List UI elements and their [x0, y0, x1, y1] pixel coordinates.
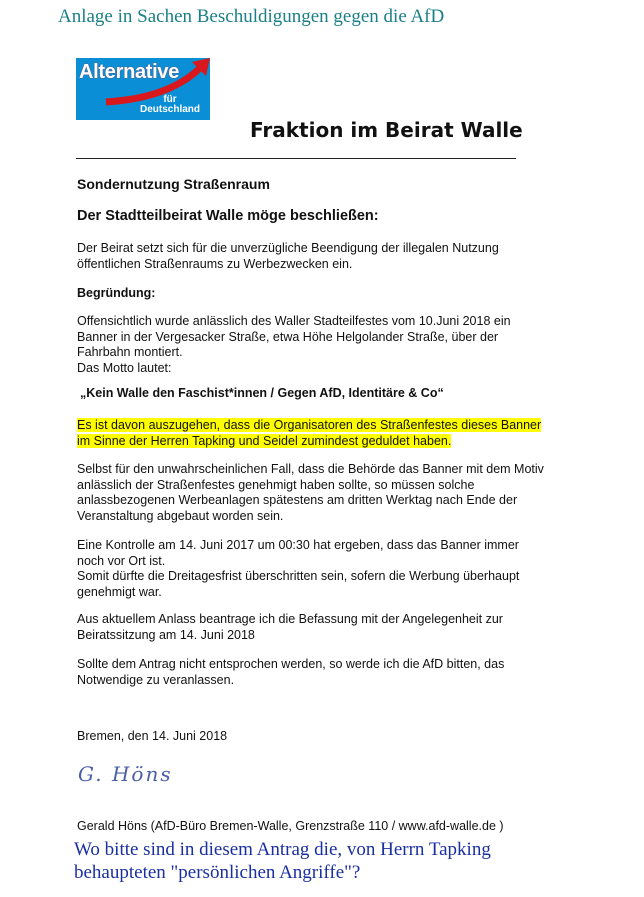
text-line: Sollte dem Antrag nicht entsprochen werden, so werde ich die AfD bitten, das: [77, 657, 505, 671]
check-paragraph: [77, 538, 519, 600]
text-line: genehmigt war.: [77, 584, 162, 599]
text-line: Selbst für den unwahrscheinlichen Fall, dass die Behörde das Banner mit dem Motiv: [77, 462, 544, 476]
motto-line: „Kein Walle den Faschist*innen / Gegen AfD, Identitäre & Co“: [80, 386, 444, 400]
text-line: Das Motto lautet:: [77, 360, 172, 375]
note-line: behaupteten "persönlichen Angriffe"?: [74, 862, 361, 883]
motion-text: [77, 241, 499, 272]
logo-line-fuer: für: [163, 94, 177, 105]
header-rule: [76, 158, 516, 159]
text-line: Veranstaltung abgebaut worden sein.: [77, 508, 284, 523]
text-line: Fahrbahn montiert.: [77, 345, 183, 359]
afd-paragraph: [77, 657, 504, 688]
text-line: anlässlich der Straßenfestes genehmigt haben sollte, so müssen solche: [77, 477, 475, 492]
afd-logo: [76, 58, 210, 120]
annotation-note: [74, 838, 491, 884]
text-line: Eine Kontrolle am 14. Juni 2017 um 00:30 hat ergeben, dass das Banner immer: [77, 538, 519, 552]
text-line: Beiratssitzung am 14. Juni 2018: [77, 627, 255, 642]
highlighted-text: [77, 418, 541, 449]
begruendung-text: [77, 314, 511, 376]
text-line: Aus aktuellem Anlass beantrage ich die Befassung mit der Angelegenheit zur: [77, 612, 503, 626]
fraktion-title: Fraktion im Beirat Walle: [250, 118, 523, 142]
highlight-line: im Sinne der Herren Tapking und Seidel zumindest geduldet haben.: [77, 433, 452, 448]
text-line: anlassbezogenen Werbeanlagen spätestens am dritten Werktag nach Ende der: [77, 493, 518, 507]
author-line: Gerald Höns (AfD-Büro Bremen-Walle, Grenzstraße 110 / www.afd-walle.de ): [77, 819, 504, 833]
request-paragraph: [77, 612, 503, 643]
note-line: Wo bitte sind in diesem Antrag die, von Herrn Tapking: [74, 839, 491, 860]
highlight-line: Es ist davon auszugehen, dass die Organisatoren des Straßenfestes dieses Banner: [77, 418, 542, 432]
text-line: Der Beirat setzt sich für die unverzügliche Beendigung der illegalen Nutzung: [77, 241, 499, 255]
begruendung-label: Begründung:: [77, 286, 156, 300]
date-line: Bremen, den 14. Juni 2018: [77, 729, 228, 743]
handwritten-signature: G. Höns: [78, 762, 173, 786]
logo-line-deutschland: Deutschland: [139, 104, 200, 115]
text-line: öffentlichen Straßenraums zu Werbezwecken ein.: [77, 256, 353, 271]
subject-heading: Sondernutzung Straßenraum: [77, 176, 270, 192]
logo-line-alternative: Alternative: [79, 61, 180, 83]
document-caption: Anlage in Sachen Beschuldigungen gegen die AfD: [58, 6, 445, 27]
text-line: Somit dürfte die Dreitagesfrist überschritten sein, sofern die Werbung überhaupt: [77, 569, 520, 583]
text-line: noch vor Ort ist.: [77, 553, 166, 568]
text-line: Offensichtlich wurde anlässlich des Waller Stadteilfestes vom 10.Juni 2018 ein: [77, 314, 511, 328]
case-paragraph: [77, 462, 544, 524]
text-line: Notwendige zu veranlassen.: [77, 672, 235, 687]
motion-heading: Der Stadtteilbeirat Walle möge beschließen:: [77, 208, 379, 224]
text-line: Banner in der Vergesacker Straße, etwa Höhe Helgolander Straße, über der: [77, 329, 499, 344]
